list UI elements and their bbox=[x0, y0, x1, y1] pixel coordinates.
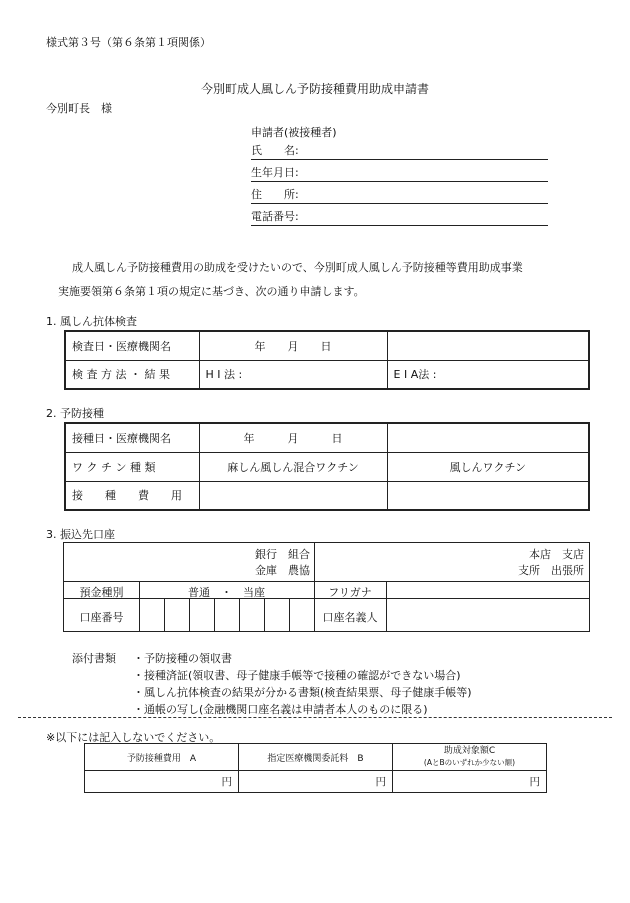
deposit-type-label: 預金種別 bbox=[79, 586, 124, 599]
applicant-heading: 申請者(被接種者) bbox=[251, 126, 337, 139]
attachment-item: ・接種済証(領収書、母子健康手帳等で接種の確認ができない場合) bbox=[133, 669, 461, 682]
attachments-label: 添付書類 bbox=[72, 652, 116, 665]
applicant-dob-label: 生年月日: bbox=[251, 166, 299, 179]
vaccination-date-label: 接種日・医療機関名 bbox=[65, 423, 199, 452]
col-c-header bbox=[393, 744, 547, 771]
office-use-table bbox=[84, 743, 547, 793]
test-clinic-field[interactable] bbox=[387, 331, 589, 360]
test-date-field[interactable]: 年 月 日 bbox=[199, 331, 387, 360]
branch-type-options[interactable] bbox=[494, 547, 584, 579]
antibody-test-table bbox=[64, 330, 590, 390]
col-a-header: 予防接種費用 A bbox=[85, 744, 239, 771]
section3-heading: 3. 振込先口座 bbox=[46, 528, 115, 541]
deposit-type-options[interactable]: 普通 ・ 当座 bbox=[188, 586, 265, 599]
branch-types-line-2: 支所 出張所 bbox=[518, 564, 584, 577]
section1-heading: 1. 風しん抗体検査 bbox=[46, 315, 137, 328]
vaccine-option-mr[interactable]: 麻しん風しん混合ワクチン bbox=[199, 452, 387, 481]
account-number-field[interactable] bbox=[140, 599, 314, 631]
bank-types-line-2: 金庫 農協 bbox=[255, 564, 310, 577]
account-holder-label: 口座名義人 bbox=[322, 611, 378, 624]
vaccine-type-label: ワ ク チ ン 種 類 bbox=[65, 452, 199, 481]
attachments-list bbox=[133, 650, 472, 718]
section2-heading: 2. 予防接種 bbox=[46, 407, 104, 420]
cut-line-divider bbox=[18, 717, 612, 718]
applicant-address-field[interactable] bbox=[251, 183, 548, 204]
branch-types-line-1: 本店 支店 bbox=[529, 548, 584, 561]
furigana-field[interactable] bbox=[387, 582, 589, 597]
applicant-name-field[interactable] bbox=[251, 139, 548, 160]
eia-method-field[interactable]: E I A法 : bbox=[387, 360, 589, 389]
page-title: 今別町成人風しん予防接種費用助成申請書 bbox=[200, 82, 429, 96]
attachment-item: ・通帳の写し(金融機関口座名義は申請者本人のものに限る) bbox=[133, 703, 428, 716]
test-method-label: 検 査 方 法 ・ 結 果 bbox=[65, 360, 199, 389]
hi-method-field[interactable]: H I 法 : bbox=[199, 360, 387, 389]
vaccination-date-field[interactable]: 年 月 日 bbox=[199, 423, 387, 452]
amount-b-yen: 円 bbox=[239, 771, 393, 793]
addressee: 今別町長 様 bbox=[46, 102, 112, 115]
test-date-label: 検査日・医療機関名 bbox=[65, 331, 199, 360]
bank-account-table bbox=[63, 542, 590, 632]
applicant-address-label: 住 所: bbox=[251, 188, 299, 201]
applicant-dob-field[interactable] bbox=[251, 161, 548, 182]
bank-type-options[interactable] bbox=[250, 547, 310, 579]
vaccination-table bbox=[64, 422, 590, 511]
vaccination-cost-extra bbox=[387, 481, 589, 510]
col-c-title: 助成対象額C bbox=[443, 746, 496, 756]
applicant-phone-label: 電話番号: bbox=[251, 210, 299, 223]
account-number-label: 口座番号 bbox=[79, 611, 124, 624]
attachment-item: ・風しん抗体検査の結果が分かる書類(検査結果票、母子健康手帳等) bbox=[133, 686, 472, 699]
intro-line-2: 実施要領第６条第１項の規定に基づき、次の通り申請します。 bbox=[58, 285, 365, 298]
vaccination-clinic-field[interactable] bbox=[387, 423, 589, 452]
amount-c-yen: 円 bbox=[393, 771, 547, 793]
vaccination-cost-label: 接 種 費 用 bbox=[65, 481, 199, 510]
intro-line-1: 成人風しん予防接種費用の助成を受けたいので、今別町成人風しん予防接種等費用助成事業 bbox=[72, 261, 523, 274]
col-c-subtitle: (AとBのいずれか少ない額) bbox=[423, 758, 516, 767]
form-number: 様式第３号（第６条第１項関係） bbox=[46, 36, 211, 49]
furigana-label: フリガナ bbox=[328, 586, 372, 599]
office-use-note: ※以下には記入しないでください。 bbox=[46, 731, 221, 744]
bank-types-line-1: 銀行 組合 bbox=[255, 548, 310, 561]
account-holder-field[interactable] bbox=[387, 599, 589, 631]
vaccine-option-rubella[interactable]: 風しんワクチン bbox=[387, 452, 589, 481]
applicant-name-label: 氏 名: bbox=[251, 144, 299, 157]
amount-a-yen: 円 bbox=[85, 771, 239, 793]
attachment-item: ・予防接種の領収書 bbox=[133, 652, 232, 665]
applicant-phone-field[interactable] bbox=[251, 205, 548, 226]
col-b-header: 指定医療機関委託料 B bbox=[239, 744, 393, 771]
vaccination-cost-field[interactable] bbox=[199, 481, 387, 510]
